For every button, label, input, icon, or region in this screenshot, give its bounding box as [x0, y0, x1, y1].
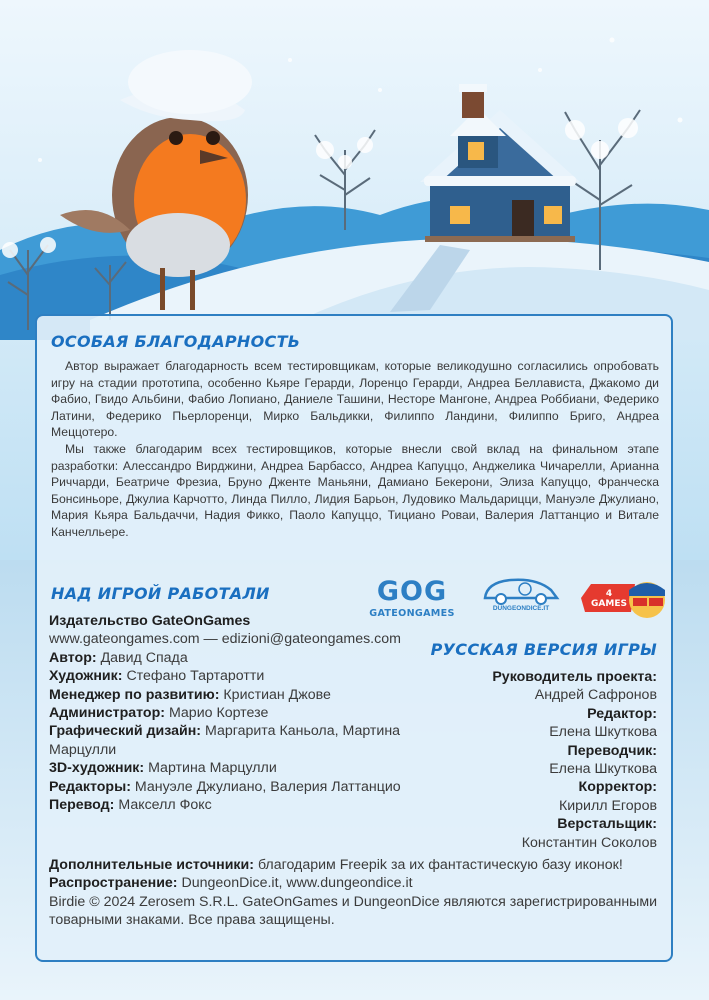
credit-label: Автор: — [49, 649, 97, 666]
credit-line — [49, 874, 661, 892]
credit-value: благодарим Freepik за их фантастическую базу иконок! — [257, 857, 623, 873]
credit-line — [49, 722, 419, 759]
ru-role-label: Верстальщик: — [557, 816, 657, 833]
credit-line — [49, 686, 419, 704]
credit-value: Кристиан Джове — [223, 686, 331, 703]
team-heading: НАД ИГРОЙ РАБОТАЛИ — [51, 584, 270, 603]
credit-label: Распространение: — [49, 875, 178, 892]
credit-label: Перевод: — [49, 797, 115, 814]
credit-label: Менеджер по развитию: — [49, 686, 220, 703]
publisher-contacts: www.gateongames.com — edizioni@gateongames.com — [49, 631, 401, 648]
credit-value: DungeonDice.it, www.dungeondice.it — [181, 875, 413, 892]
credit-value: Маргарита Каньола, Мартина Марцулли — [49, 723, 401, 758]
copyright-text: Birdie © 2024 Zerosem S.R.L. GateOnGames и DungeonDice являются зарегистрированными товарными знаками. Все права защищены. — [49, 893, 658, 929]
dungeondice-logo — [477, 572, 565, 624]
russian-version-heading: РУССКАЯ ВЕРСИЯ ИГРЫ — [430, 640, 657, 659]
dungeondice-logo-subtitle: DUNGEONDICE.IT — [492, 605, 550, 612]
credit-line — [49, 667, 419, 685]
credit-label: Администратор: — [49, 705, 165, 722]
credit-value: Марио Кортезе — [168, 705, 269, 722]
credit-label: Графический дизайн: — [49, 723, 202, 740]
ru-role-value: Елена Шкуткова — [549, 724, 657, 741]
credit-value: Давид Спада — [100, 649, 188, 666]
credit-value: Мануэле Джулиано, Валерия Латтанцио — [134, 778, 401, 795]
credit-value: Мартина Марцулли — [148, 760, 277, 777]
russian-version-credits — [417, 668, 657, 852]
ru-role-value: Кирилл Егоров — [558, 797, 657, 814]
ru-role-label: Редактор: — [587, 705, 657, 722]
ru-role-value: Андрей Сафронов — [534, 687, 657, 704]
publisher-name: Издательство GateOnGames — [49, 613, 251, 629]
credit-label: Редакторы: — [49, 778, 131, 795]
additional-info — [49, 856, 661, 930]
credit-label: 3D-художник: — [49, 760, 145, 777]
credit-value: Макселл Фокс — [118, 797, 212, 814]
4games-logo-text: 4 GAMES — [591, 589, 627, 609]
credit-label: Дополнительные источники: — [49, 857, 254, 873]
4games-logo — [577, 572, 667, 628]
credits-panel — [35, 314, 673, 962]
credit-label: Художник: — [49, 668, 123, 685]
special-thanks-heading: ОСОБАЯ БЛАГОДАРНОСТЬ — [51, 332, 301, 351]
credit-line — [49, 856, 661, 874]
credit-line — [49, 796, 419, 814]
special-thanks-text — [51, 358, 659, 541]
thanks-paragraph: Автор выражает благодарность всем тестировщикам, которые великодушно согласились опробовать игру на стадии прототипа, особенно Кьяре Герарди, Лоренцо Герарди, Андреа Беллависта, Джакомо ди Фабио, Гвидо Альбини, Фабио Лопиано, Даниеле Ташини, Несторе Мангоне, Андреа Роббиани, Федерико Латини, Федерико Пьерлоренци, Мирко Бальдикки, Филиппо Ландини, Филиппо Бриго, Андреа Меццотеро. — [51, 359, 659, 440]
thanks-paragraph: Мы также благодарим всех тестировщиков, которые внесли свой вклад на финальном этапе разработки: Алессандро Вирджини, Андреа Барбассо, Андреа Капуццо, Анджелика Чичарелли, Арианна Риччарди, Беатриче Фрезиа, Бруно Дженте Маньяни, Дамиано Бекерони, Элиза Капуццо, Франческа Бонсиньоре, Джулиа Карчотто, Линда Пилло, Лидия Барьон, Лудовико Мальдарицци, Мануэле Джулиано, Мария Кьяра Бальдаччи, Надия Фикко, Паоло Капуццо, Тициано Роваи, Валерия Латтанцио и Витале Канчелльере. — [51, 441, 659, 539]
ru-role-label: Корректор: — [578, 779, 657, 796]
credit-line — [49, 649, 419, 667]
credit-line — [49, 704, 419, 722]
team-credits — [49, 612, 419, 814]
credit-line — [49, 778, 419, 796]
ru-role-value: Константин Соколов — [521, 834, 657, 851]
ru-role-value: Елена Шкуткова — [549, 761, 657, 778]
gog-logo-subtitle: GATEONGAMES — [369, 608, 455, 619]
gog-logo-word: GOG — [376, 576, 448, 607]
ru-role-label: Руководитель проекта: — [492, 669, 657, 685]
credit-value: Стефано Тартаротти — [126, 668, 265, 685]
credit-line — [49, 759, 419, 777]
ru-role-label: Переводчик: — [567, 742, 657, 759]
dungeondice-car-icon — [477, 572, 565, 606]
